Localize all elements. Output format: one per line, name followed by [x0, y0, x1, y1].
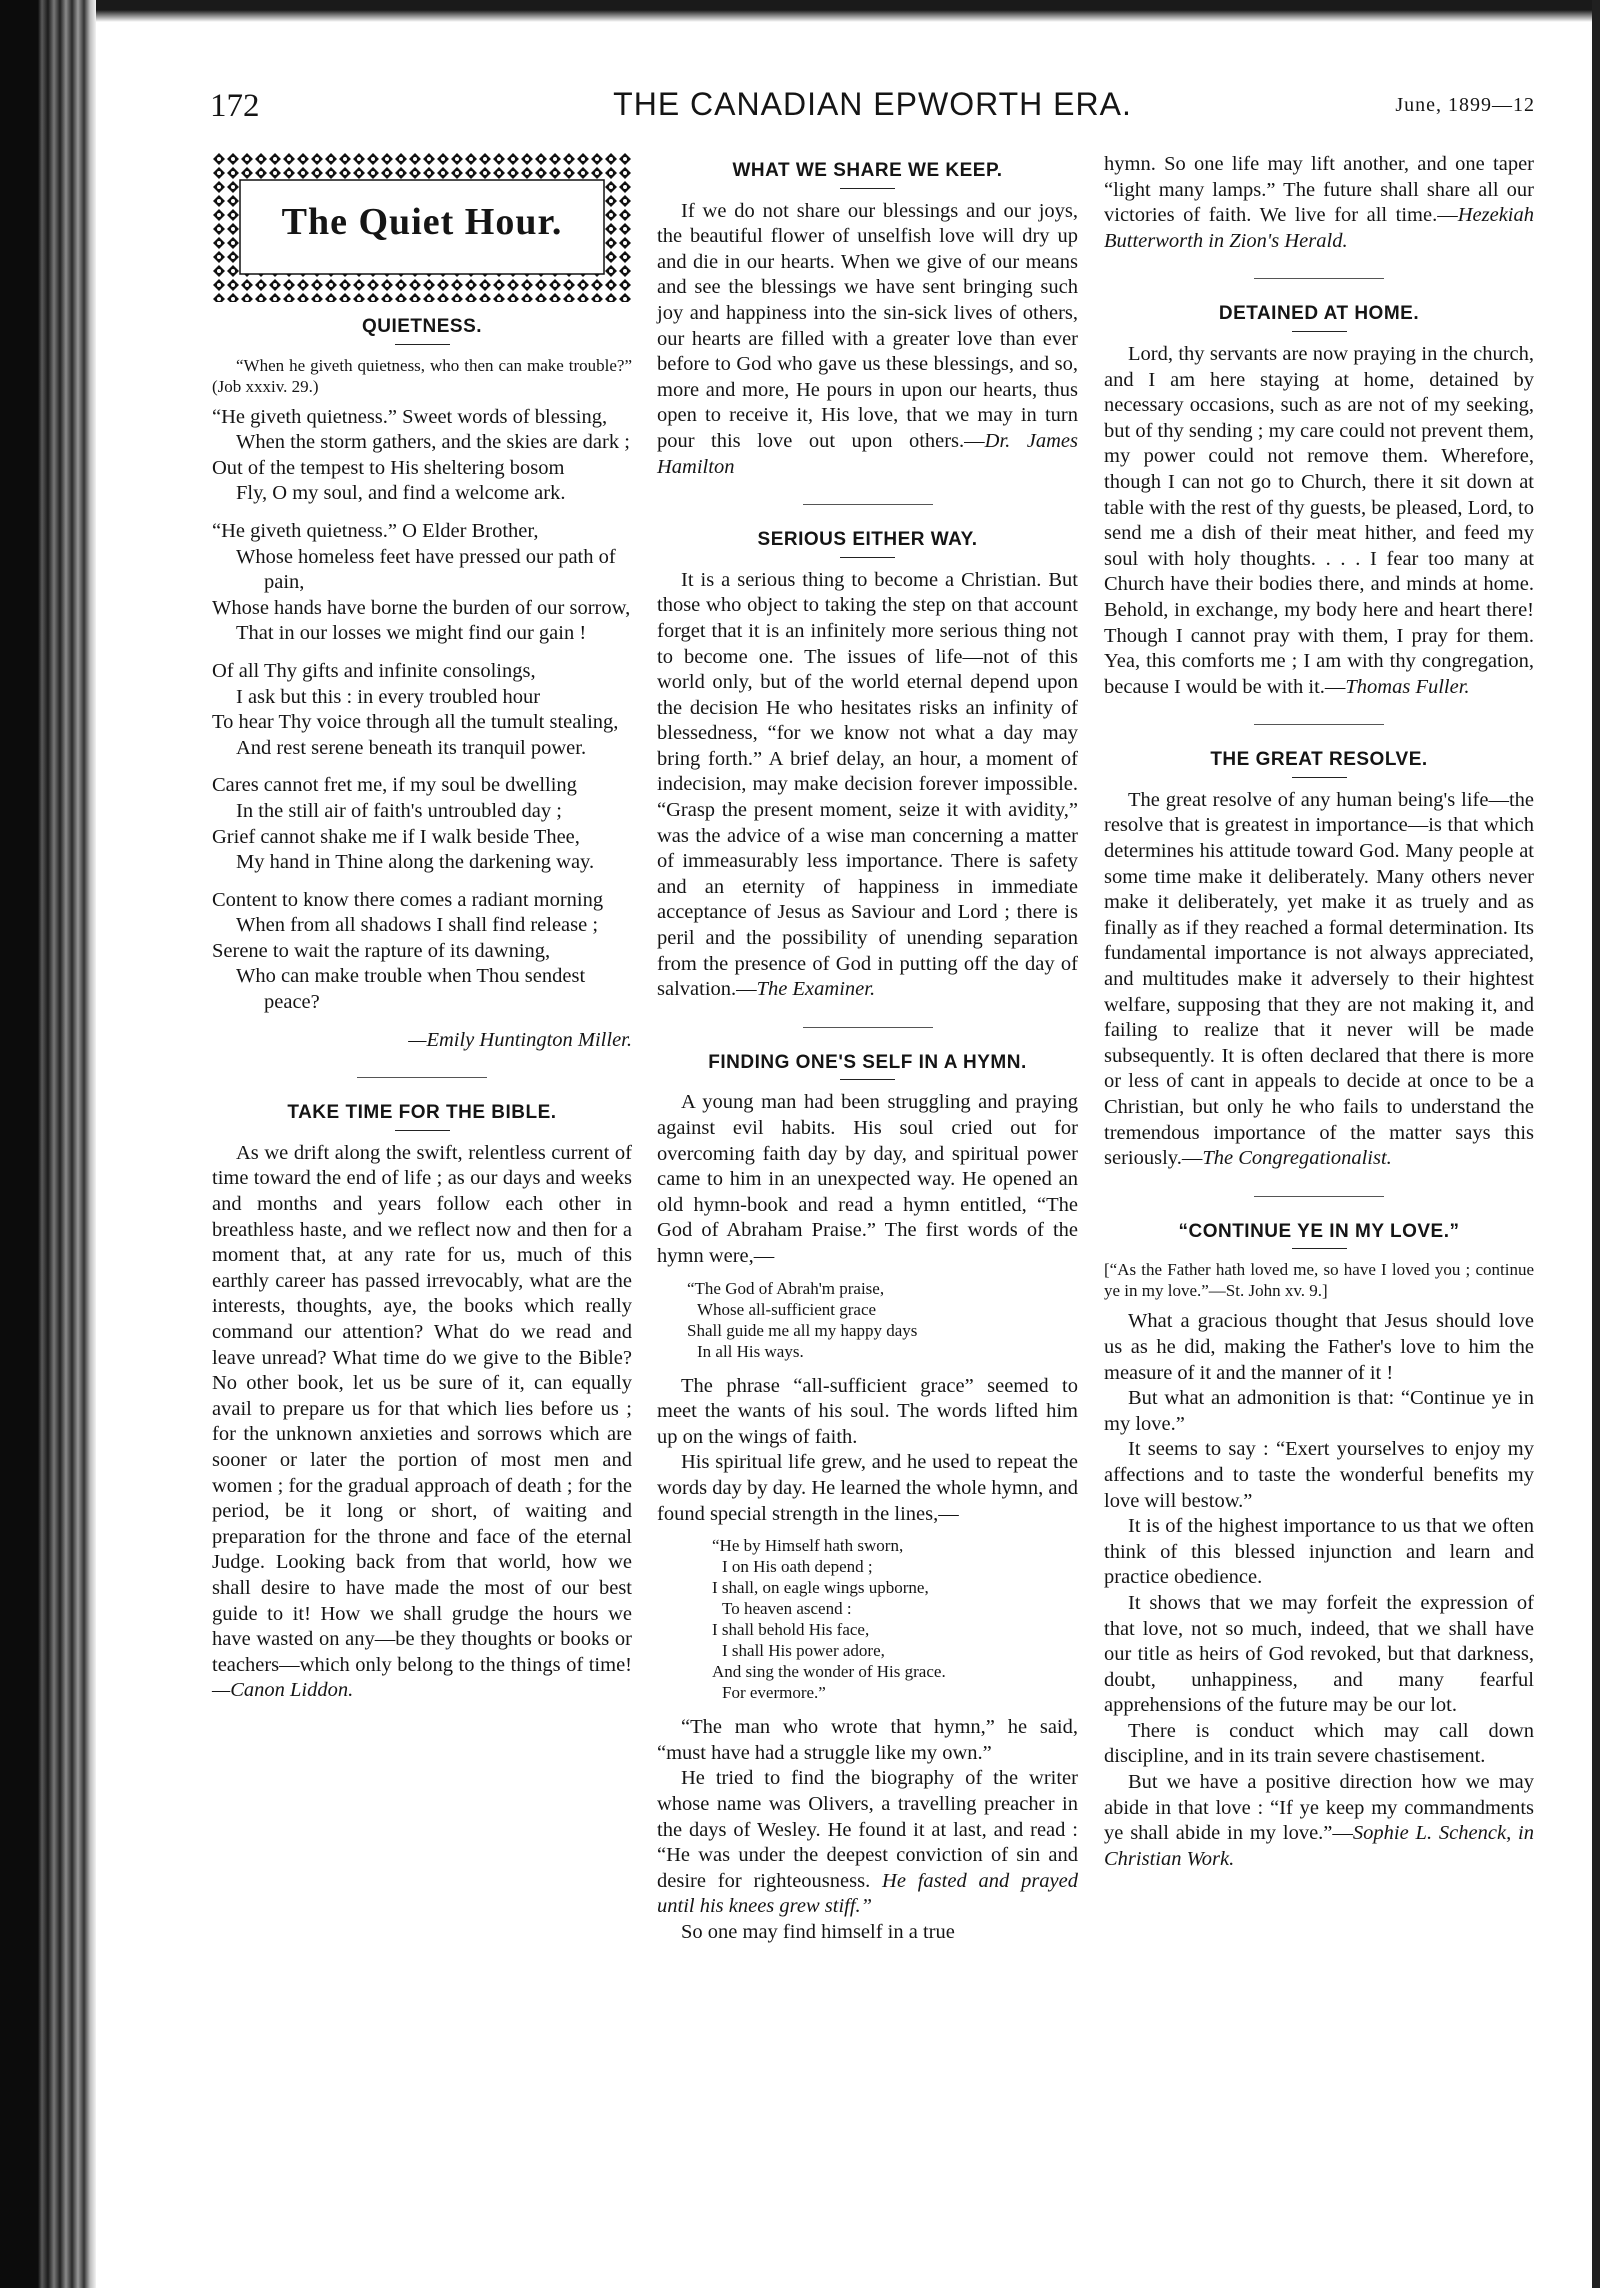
verse-line: “The God of Abrah'm praise,	[687, 1278, 885, 1298]
article-author: Thomas Fuller.	[1345, 675, 1470, 698]
poem-line: Whose hands have borne the burden of our sorrow,	[212, 596, 631, 619]
poem-line: My hand in Thine along the darkening way.	[236, 851, 595, 874]
page-number: 172	[210, 88, 260, 124]
article-paragraph: But we have a positive direction how we may abide in that love : “If ye keep my commandments ye shall abide in my love.”—Sophie L. Schenck, in Christian Work.	[1104, 1771, 1534, 1870]
column-2	[657, 152, 1078, 1945]
verse-line: For evermore.”	[722, 1683, 826, 1703]
poem-line: Out of the tempest to His sheltering bosom	[212, 456, 565, 479]
article-author: The Congregationalist.	[1202, 1147, 1392, 1170]
article-paragraph: But what an admonition is that: “Continue ye in my love.”	[1104, 1387, 1534, 1435]
poem-stanza	[212, 888, 632, 1016]
poem-line: Cares cannot fret me, if my soul be dwelling	[212, 774, 577, 797]
poem-line: “He giveth quietness.” O Elder Brother,	[212, 519, 539, 542]
verse-line: I on His oath depend ;	[722, 1557, 873, 1577]
verse-line: To heaven ascend :	[722, 1599, 852, 1619]
page-header	[210, 86, 1535, 126]
issue-date: June, 1899—12	[1395, 94, 1535, 116]
article-author: The Examiner.	[756, 978, 876, 1001]
article-title: THE GREAT RESOLVE.	[1210, 749, 1428, 771]
article-paragraph: So one may find himself in a true	[681, 1920, 955, 1943]
verse-line: I shall behold His face,	[712, 1620, 870, 1640]
article-title: DETAINED AT HOME.	[1218, 303, 1420, 325]
article-paragraph: What a gracious thought that Jesus should love us as he did, making the Father's love to him the measure of it and the manner of it !	[1104, 1310, 1534, 1384]
quiet-hour-banner	[212, 152, 632, 302]
verse-line: “He by Himself hath sworn,	[712, 1536, 904, 1556]
article-author: Hezekiah Butterworth in Zion's Herald.	[1104, 204, 1534, 252]
poem-line: To hear Thy voice through all the tumult stealing,	[212, 711, 619, 734]
article-author: Sophie L. Schenck, in Christian Work.	[1104, 1822, 1534, 1870]
title-rule	[840, 188, 895, 189]
article-body: The great resolve of any human being's life—the resolve that is greatest in importance—is that which determines his attitude toward God. Many people at some time make it deliberately. Many others never make it deliberately, yet make it as truely and as finally as if they reached a formal determination. Its fundamental importance is not always appreciated, and multitudes make it adversely to their hightest welfare, supposing that they are not making it, and failing to realize that it never will be made subsequently. It is often declared that there is more or less of cant in appeals to decide at once to be a Christian, but only he who fails to understand the tremendous importance of the matter says this seriously.—The Congregationalist.	[1104, 788, 1534, 1170]
poem-line: Of all Thy gifts and infinite consolings,	[212, 659, 536, 682]
article-paragraph: A young man had been struggling and praying against evil habits. His soul cried out for overcoming faith day by day, and spiritual power came to him in an unexpected way. He opened an old hymn-book and read a hymn entitled, “The God of Abraham Praise.” The first words of the hymn were,—	[657, 1091, 1078, 1267]
column-3	[1104, 152, 1534, 1872]
hymn-verse	[657, 1535, 1078, 1703]
poem-author: —Emily Huntington Miller.	[408, 1028, 632, 1051]
poem-stanza	[212, 773, 632, 875]
article-body: If we do not share our blessings and our joys, the beautiful flower of unselfish love will dry up and die in our hearts. When we give of our means and see the blessings we have sent bringing such joy and happiness into the sin-sick lives of others, our hearts are filled with a greater love than ever before to God who gave us these blessings, and so, more and more, He pours in upon our hearts, thus open to receive it, His love, that we may in turn pour this love out upon others.—Dr. James Hamilton	[657, 199, 1078, 478]
poem-line: Whose homeless feet have pressed our path of pain,	[236, 545, 616, 594]
poem-stanza	[212, 405, 632, 507]
verse-line: I shall His power adore,	[722, 1641, 885, 1661]
article-paragraph: It shows that we may forfeit the expression of that love, not so much, indeed, that we shall have our title as heirs of God revoked, but that darkness, doubt, unhappiness, and many fearful apprehensions of the future may be our lot.	[1104, 1591, 1534, 1717]
italic-quote: He fasted and prayed until his knees grew stiff.”	[657, 1869, 1078, 1918]
poem-stanza	[212, 519, 632, 647]
epigraph: [“As the Father hath loved me, so have I loved you ; continue ye in my love.”—St. John xv. 9.]	[1104, 1260, 1534, 1301]
article-body: Lord, thy servants are now praying in the church, and I am here staying at home, detained by necessary occasions, such as are not of my seeking, but of thy sending ; my care could not prevent them, my power could not remove them. Wherefore, though I can not go to Church, there it sit down at table with the rest of thy guests, be pleased, Lord, to send me a dish of their meat hither, and feed my soul with holy thoughts. . . . I fear too many at Church have their bodies there, and minds at home. Behold, in exchange, my body here and heart there! Though I cannot pray with them, I pray for them. Yea, this comforts me ; I am with thy congregation, because I would be with it.—Thomas Fuller.	[1104, 342, 1534, 698]
article-title: WHAT WE SHARE WE KEEP.	[732, 160, 1003, 181]
section-divider	[803, 504, 933, 505]
article-body: As we drift along the swift, relentless current of time toward the end of life ; as our days and weeks and months and years follow each other in breathless haste, and we reflect now and then for a moment that, at any rate for us, much of this earthly career has passed irrevocably, what are the interests, thoughts, aye, the books which really command our attention? What do we read and leave unread? What time do we give to the Bible? No other book, let us be sure of it, can equally avail to prepare us for that which lies before us ; for the unknown anxieties and sorrows which are sooner or later the portion of most men and women ; for the gradual approach of death ; for the period, be it long or short, of waiting and preparation for the throne and face of the eternal Judge. Looking back from that world, how we shall desire to have made the most of our best guide to it! How we shall grudge the hours we have wasted on any—be they thoughts or books or teachers—which only belong to the things of time!—Canon Liddon.	[212, 1141, 632, 1702]
poem-line: “He giveth quietness.” Sweet words of blessing,	[212, 405, 608, 428]
title-rule	[395, 1130, 450, 1131]
title-rule	[840, 1079, 895, 1080]
title-rule	[395, 344, 450, 345]
title-rule	[1292, 777, 1347, 778]
article-body: It is a serious thing to become a Christian. But those who object to taking the step on that account forget that it is an infinitely more serious thing not to become one. The issues of life—not of this world only, but of the world eternal depend upon the decision He who hesitates risks an infinity of blessedness, “for we know not what a day may bring forth.” A brief delay, an hour, a moment of indecision, may make decision forever impossible. “Grasp the present moment, seize it with avidity,” was the advice of a wise man concerning a matter of immeasurably less importance. There is safety and an eternity of happiness in immediate acceptance of Jesus as Saviour and Lord ; there is peril and the possibility of unending separation from the presence of God in putting off the day of salvation.—The Examiner.	[657, 568, 1078, 1001]
poem-stanza	[212, 659, 632, 761]
article-author: Dr. James Hamilton	[657, 429, 1078, 478]
page-right-edge	[1592, 0, 1600, 2288]
poem-line: Content to know there comes a radiant morning	[212, 888, 604, 911]
article-continuation: hymn. So one life may lift another, and one taper “light many lamps.” The future shall share all our victories of faith. We live for all time.—Hezekiah Butterworth in Zion's Herald.	[1104, 153, 1534, 252]
verse-line: And sing the wonder of His grace.	[712, 1662, 946, 1682]
verse-line: Shall guide me all my happy days	[687, 1320, 918, 1340]
section-divider	[1254, 1196, 1384, 1197]
article-author: —Canon Liddon.	[212, 1679, 354, 1702]
column-1	[212, 152, 632, 1704]
poem-line: I ask but this : in every troubled hour	[236, 685, 541, 708]
article-title: TAKE TIME FOR THE BIBLE.	[287, 1102, 557, 1124]
section-divider	[803, 1027, 933, 1028]
article-title: “CONTINUE YE IN MY LOVE.”	[1178, 1220, 1460, 1242]
poem-line: That in our losses we might find our gain !	[236, 622, 587, 645]
page-top-edge	[0, 0, 1600, 22]
title-rule	[1292, 331, 1347, 332]
poem-line: When from all shadows I shall find release ;	[236, 914, 599, 937]
verse-line: In all His ways.	[697, 1341, 804, 1361]
title-rule	[840, 557, 895, 558]
epigraph: “When he giveth quietness, who then can make trouble?” (Job xxxiv. 29.)	[212, 355, 632, 396]
hymn-verse	[657, 1278, 1078, 1362]
poem-line: Fly, O my soul, and find a welcome ark.	[236, 482, 566, 505]
book-binding-edge	[0, 0, 96, 2288]
article-paragraph: It is of the highest importance to us that we often think of this blessed injunction and learn and practice obedience.	[1104, 1515, 1534, 1589]
article-paragraph: It seems to say : “Exert yourselves to enjoy my affections and to taste the wonderful benefits my love will bestow.”	[1104, 1438, 1534, 1512]
masthead: THE CANADIAN EPWORTH ERA.	[613, 86, 1132, 122]
article-paragraph: His spiritual life grew, and he used to repeat the words day by day. He learned the whole hymn, and found special strength in the lines,—	[657, 1451, 1078, 1525]
verse-line: Whose all-sufficient grace	[697, 1299, 877, 1319]
article-paragraph: There is conduct which may call down discipline, and in its train severe chastisement.	[1104, 1719, 1534, 1768]
article-title: QUIETNESS.	[361, 316, 483, 337]
poem-line: When the storm gathers, and the skies are dark ;	[236, 431, 630, 454]
poem-line: Serene to wait the rapture of its dawning,	[212, 939, 551, 962]
verse-line: I shall, on eagle wings upborne,	[712, 1578, 929, 1598]
article-title: FINDING ONE'S SELF IN A HYMN.	[708, 1051, 1027, 1073]
section-divider	[357, 1077, 487, 1078]
poem-line: In the still air of faith's untroubled day ;	[236, 799, 562, 822]
section-divider	[1254, 724, 1384, 725]
section-divider	[1254, 278, 1384, 279]
article-paragraph: “The man who wrote that hymn,” he said, “must have had a struggle like my own.”	[657, 1716, 1078, 1764]
poem-line: Who can make trouble when Thou sendest peace?	[236, 965, 586, 1014]
quiet-hour-title: The Quiet Hour.	[281, 201, 563, 243]
poem-line: And rest serene beneath its tranquil power.	[236, 736, 587, 759]
article-title: SERIOUS EITHER WAY.	[757, 529, 978, 551]
article-paragraph: The phrase “all-sufficient grace” seemed to meet the wants of his soul. The words lifted him up on the wings of faith.	[657, 1374, 1078, 1448]
poem-line: Grief cannot shake me if I walk beside Thee,	[212, 825, 580, 848]
title-rule	[1292, 1248, 1347, 1249]
article-paragraph: He tried to find the biography of the writer whose name was Olivers, a travelling preacher in the days of Wesley. He found it at last, and read : “He was under the deepest conviction of sin and desire for righteousness. He fasted and prayed until his knees grew stiff.”	[657, 1767, 1078, 1918]
